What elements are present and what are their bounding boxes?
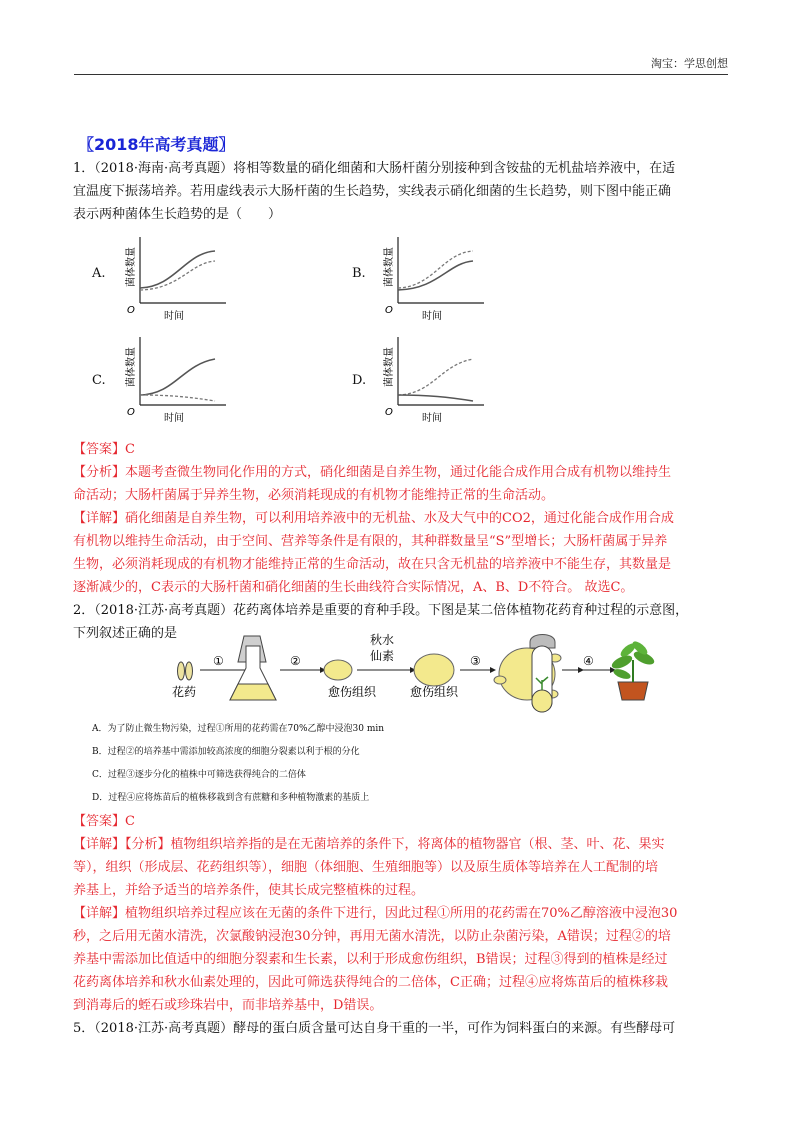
q1-line: 表示两种菌体生长趋势的是（ ） [73, 207, 282, 222]
svg-text:③: ③ [470, 654, 481, 668]
page-header [74, 52, 728, 75]
origin-label: O [127, 305, 135, 316]
q1-detail: 生物，必须消耗现成的有机物才能维持正常的生命活动，故在只含无机盐的培养液中不能生存，其数量是 [73, 557, 672, 572]
q2-detail: 秒，之后用无菌水清洗，次氯酸钠浸泡30分钟，再用无菌水清洗，以防止杂菌污染，A错误；过程②的培 [73, 929, 671, 944]
svg-text:菌体数量: 菌体数量 [384, 247, 395, 287]
potted-plant-icon [610, 639, 656, 700]
svg-text:时间: 时间 [422, 413, 442, 424]
q1-analysis: 【分析】本题考查微生物同化作用的方式，硝化细菌是自养生物，通过化能合成作用合成有机物以维持生 [73, 465, 672, 480]
q2-detail: 花药离体培养和秋水仙素处理的，因此可筛选获得纯合的二倍体，C正确；过程④应将炼苗后的植株移栽 [73, 975, 668, 990]
q1-line: 宜温度下振荡培养。若用虚线表示大肠杆菌的生长趋势，实线表示硝化细菌的生长趋势，则下图中能正确 [73, 184, 672, 199]
svg-text:时间: 时间 [164, 413, 184, 424]
callus-label: 愈伤组织 [328, 685, 377, 699]
q1-answer: 【答案】C [73, 442, 135, 457]
svg-text:O: O [385, 305, 393, 316]
svg-text:秋水: 秋水 [370, 633, 395, 647]
svg-text:时间: 时间 [422, 311, 442, 322]
graph-a [120, 235, 230, 325]
graph-a-label: A. [92, 266, 106, 281]
graph-d-label: D. [352, 373, 367, 388]
solid-curve [398, 395, 473, 401]
test-tube-icon [530, 635, 555, 713]
q2-answer: 【答案】C [73, 814, 135, 829]
q2-option: A．为了防止微生物污染，过程①所用的花药需在70%乙醇中浸泡30 min [92, 724, 385, 734]
q2-option: C．过程③逐步分化的植株中可筛选获得纯合的二倍体 [92, 770, 306, 780]
svg-text:仙素: 仙素 [370, 649, 395, 663]
section-title: 〖2018年高考真题〗 [78, 135, 235, 154]
q2-detail: 【详解】植物组织培养过程应该在无菌的条件下进行，因此过程①所用的花药需在70%乙醇溶液中浸泡30 [73, 906, 678, 921]
q1-detail: 【详解】硝化细菌是自养生物，可以利用培养液中的无机盐、水及大气中的CO2，通过化能合成作用合成 [73, 511, 674, 526]
q2-analysis: 养基上，并给予适当的培养条件，使其长成完整植株的过程。 [73, 883, 425, 898]
dashed-curve [398, 251, 473, 288]
y-axis-label: 菌体数量 [126, 247, 137, 287]
graph-c-label: C. [92, 373, 106, 388]
q1-detail: 有机物以维持生命活动，由于空间、营养等条件是有限的，其种群数量呈“S”型增长；大肠杆菌属于异养 [73, 534, 668, 549]
q2-option: D．过程④应将炼苗后的植株移栽到含有蔗糖和多种植物激素的基质上 [92, 793, 370, 803]
graph-b [378, 235, 488, 325]
q1-line: 1．（2018·海南·高考真题）将相等数量的硝化细菌和大肠杆菌分别接种到含铵盐的无机盐培养液中，在适 [73, 161, 676, 176]
flask-icon [230, 636, 276, 700]
svg-text:菌体数量: 菌体数量 [126, 347, 137, 387]
svg-text:O: O [127, 407, 135, 418]
header-text: 淘宝：学思创想 [651, 57, 728, 70]
x-axis-label: 时间 [164, 311, 184, 322]
anther-label: 花药 [172, 685, 197, 699]
callus-label: 愈伤组织 [410, 685, 459, 699]
q2-analysis: 【详解】【分析】植物组织培养指的是在无菌培养的条件下，将离体的植物器官（根、茎、叶、花、果实 [73, 837, 665, 852]
q5-line: 5．（2018·江苏·高考真题）酵母的蛋白质含量可达自身干重的一半，可作为饲料蛋白的来源。有些酵母可 [73, 1021, 676, 1036]
svg-text:菌体数量: 菌体数量 [384, 347, 395, 387]
anther-culture-diagram [170, 630, 690, 718]
q2-analysis: 等），组织（形成层、花药组织等），细胞（体细胞、生殖细胞等）以及原生质体等培养在人工配制的培 [73, 860, 659, 875]
q2-option: B．过程②的培养基中需添加较高浓度的细胞分裂素以利于根的分化 [92, 747, 360, 757]
svg-text:④: ④ [583, 654, 594, 668]
svg-text:②: ② [290, 654, 301, 668]
svg-text:O: O [385, 407, 393, 418]
dashed-curve [140, 395, 215, 401]
graph-c [120, 335, 230, 427]
q1-detail: 逐渐减少的，C表示的大肠杆菌和硝化细菌的生长曲线符合实际情况，A、B、D不符合。 故选C。 [73, 580, 634, 595]
q2-detail: 到消毒后的蛭石或珍珠岩中，而非培养基中，D错误。 [73, 998, 383, 1013]
solid-curve [398, 261, 473, 290]
q2-line: 下列叙述正确的是 [73, 626, 178, 641]
svg-text:①: ① [213, 654, 224, 668]
q2-detail: 养基中需添加比值适中的细胞分裂素和生长素，以利于形成愈伤组织，B错误；过程③得到的植株是经过 [73, 952, 668, 967]
graph-b-label: B. [352, 266, 366, 281]
q1-analysis: 命活动；大肠杆菌属于异养生物，必须消耗现成的有机物才能维持正常的生命活动。 [73, 488, 555, 503]
callus-icon [324, 660, 352, 680]
solid-curve [140, 251, 215, 288]
anther-icon [178, 662, 185, 680]
solid-curve [140, 359, 215, 395]
graph-d [378, 335, 488, 427]
callus-icon [414, 654, 454, 686]
q2-line: 2．（2018·江苏·高考真题）花药离体培养是重要的育种手段。下图是某二倍体植物花药育种过程的示意图， [73, 603, 689, 618]
dashed-curve [398, 359, 473, 395]
